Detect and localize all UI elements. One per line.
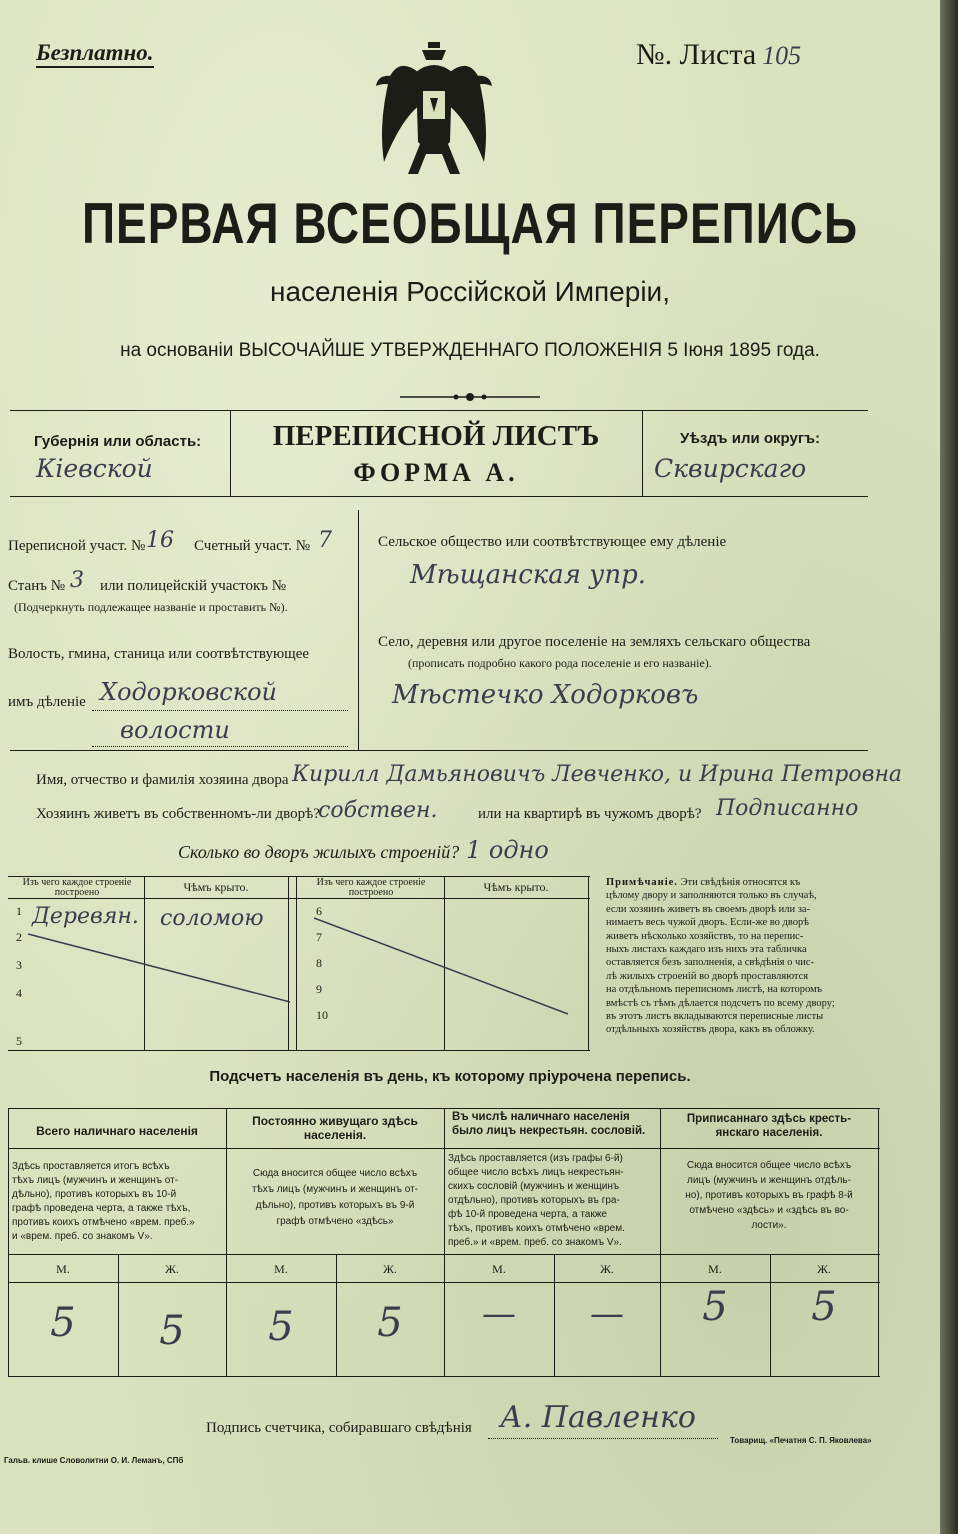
volost-value: Ходорковской [100, 678, 277, 706]
owner-lives-value: Подписанно [716, 796, 859, 821]
row-number: 2 [16, 930, 22, 944]
legal-basis: на основаніи ВЫСОЧАЙШЕ УТВЕРЖДЕННАГО ПОЛОЖЕНІЯ 5 Іюня 1895 года. [120, 340, 820, 361]
desc-line: общее число всѣхъ лицъ некрестьян- [448, 1167, 624, 1178]
note-line: въ этотъ листъ вкладываются переписные листы [606, 1011, 824, 1023]
fill-line [488, 1438, 718, 1439]
page-edge [940, 0, 958, 1534]
desc-line: дѣльно), противъ которыхъ въ 9-й [255, 1200, 415, 1211]
form-title: ФОРМА А. [353, 458, 519, 487]
rule [642, 410, 643, 496]
tally-title: Подсчетъ населенія въ день, къ которому пріурочена перепись. [209, 1068, 691, 1085]
desc-line: фѣ 10-й проведена черта, а также [448, 1209, 607, 1220]
owner-lives-value: собствен. [318, 798, 438, 823]
tally-value: — [482, 1294, 516, 1334]
double-headed-eagle-icon [372, 36, 496, 186]
signature-label: Подпись счетчика, собиравшаго свѣдѣнія [206, 1420, 472, 1436]
tally-col-header: Всего наличнаго населенія [36, 1124, 198, 1138]
note-line: на отдѣльномъ переписномъ листѣ, на которомъ [606, 984, 823, 996]
male-label: М. [492, 1262, 506, 1276]
note-line: лѣ жилыхъ строеній во дворѣ проставляются [606, 970, 809, 982]
rule [10, 496, 868, 497]
desc-line: и «врем. преб. со знакомъ V». [12, 1231, 153, 1242]
note-line: вмѣстѣ съ тѣмъ дѣлается подсчетъ по всему двору; [606, 997, 835, 1009]
tally-col-header-line: населенія. [303, 1128, 367, 1142]
main-title: ПЕРВАЯ ВСЕОБЩАЯ ПЕРЕПИСЬ [81, 190, 859, 256]
female-label: Ж. [383, 1262, 397, 1276]
village-label: Село, деревня или другое поселеніе на земляхъ сельскаго общества [378, 634, 811, 650]
desc-line: графѣ отмѣчено «здѣсь» [276, 1216, 394, 1227]
row1-material: Деревян. [32, 904, 139, 929]
row-number: 7 [316, 930, 322, 944]
rule [10, 750, 868, 751]
note-heading: Примѣчаніе. [606, 877, 678, 888]
society-value: Мѣщанская упр. [410, 560, 647, 590]
printer-imprint: Товарищ. «Печатня С. П. Яковлева» [730, 1436, 872, 1445]
desc-line: тѣхъ лицъ (мужчинъ и женщинъ от- [12, 1175, 179, 1186]
desc-line: лости». [751, 1220, 787, 1231]
village-value: Мѣстечко Ходорковъ [392, 680, 699, 710]
uezd-label: Уѣздъ или округъ: [680, 430, 821, 447]
row-number: 3 [16, 958, 22, 972]
owner-name-value: Кирилл Дамьяновичъ Левченко, и Ирина Петровна [292, 762, 903, 787]
rule [444, 1108, 445, 1376]
gubernia-label: Губернія или область: [34, 433, 202, 450]
tally-value: 5 [50, 1300, 76, 1346]
note-block [606, 876, 874, 1037]
row-number: 9 [316, 982, 322, 996]
tally-value: 5 [811, 1284, 837, 1330]
sheet-title: ПЕРЕПИСНОЙ ЛИСТЪ [272, 420, 600, 452]
tally-col-header-line: Приписаннаго здѣсь кресть- [686, 1113, 852, 1125]
tally-col-header [660, 1112, 878, 1140]
strike-lines [8, 898, 590, 1050]
signature-value: А. Павленко [500, 1400, 696, 1435]
note-line: цѣлому двору и заполняются только въ случаѣ, [606, 890, 817, 902]
tally-col-header-line: Постоянно живущаго здѣсь [252, 1114, 418, 1128]
note-line: оставляется безъ заполненія, а свѣдѣнія о чис- [606, 957, 815, 969]
desc-line: дѣльно), противъ которыхъ въ 10-й [12, 1189, 177, 1200]
row-number: 6 [316, 904, 322, 918]
desc-line: отдѣльно), противъ которыхъ въ гра- [448, 1195, 620, 1206]
desc-line: но), противъ которыхъ въ графѣ 8-й [685, 1190, 853, 1201]
tally-col-desc [448, 1152, 658, 1250]
census-area-label: Переписной участ. № [8, 538, 146, 554]
male-label: М. [274, 1262, 288, 1276]
sheet-number-label: №. Листа [636, 38, 757, 71]
fill-line [92, 746, 348, 747]
rule [8, 1050, 590, 1051]
tally-col-header-line: было лицъ некрестьян. сословій. [452, 1125, 646, 1137]
desc-line: скихъ сословій (мужчинъ и женщинъ [448, 1181, 620, 1192]
col-material-header: Изъ чего каждое строеніе построено [22, 877, 132, 898]
society-label: Сельское общество или соотвѣтствующее ему дѣленіе [378, 534, 727, 550]
col-roof-header: Чѣмъ крыто. [183, 880, 249, 894]
rule [878, 1108, 879, 1376]
desc-line: лицъ (мужчинъ и женщинъ отдѣль- [687, 1175, 851, 1186]
subtitle: населенія Россійской Имперіи, [270, 276, 670, 307]
sheet-number-value: 105 [762, 41, 802, 70]
note-line: ныхъ листахъ каждаго изъ нихъ эта табличка [606, 944, 807, 956]
row-number: 1 [16, 904, 22, 918]
count-area-label: Счетный участ. № [194, 538, 311, 554]
rule [10, 410, 868, 411]
row-number: 4 [16, 986, 22, 1000]
tally-value: 5 [377, 1300, 403, 1346]
desc-line: преб.» и «врем. преб. со знакомъ V». [448, 1237, 622, 1248]
sheet-number [636, 38, 801, 72]
owner-name-label: Имя, отчество и фамилія хозяина двора [36, 772, 289, 788]
desc-line: графѣ проведена черта, а также тѣхъ, [12, 1203, 191, 1214]
row-number: 10 [316, 1008, 328, 1022]
male-label: М. [56, 1262, 70, 1276]
printer-imprint: Гальв. клише Словолитни О. И. Леманъ, СПб [4, 1456, 184, 1465]
desc-line: Здѣсь проставляется (изъ графы 6-й) [448, 1153, 623, 1164]
ornament-divider-icon [400, 390, 540, 404]
row-number: 8 [316, 956, 322, 970]
police-label: или полицейскій участокъ № [100, 578, 287, 594]
col-material-header: Изъ чего каждое строеніе построено [316, 877, 426, 898]
female-label: Ж. [817, 1262, 831, 1276]
buildings-count-value: 1 одно [466, 836, 549, 864]
tally-col-desc [662, 1158, 876, 1233]
gubernia-value: Кіевской [36, 454, 153, 483]
row1-roof: соломою [160, 906, 264, 931]
row-number: 5 [16, 1034, 22, 1048]
note-line: если хозяинъ живетъ въ своемъ дворѣ или за- [606, 903, 811, 915]
desc-line: Сюда вносится общее число всѣхъ [252, 1168, 418, 1179]
stan-label: Станъ № [8, 578, 66, 594]
tally-col-desc [12, 1160, 224, 1244]
tally-value: — [590, 1294, 624, 1334]
desc-line: тѣхъ лицъ (мужчинъ и женщинъ от- [251, 1184, 419, 1195]
village-note: (прописать подробно какого рода поселеніе и его названіе). [408, 656, 712, 670]
note-line: отдѣльныхъ хозяйствъ двора, какъ въ обложку. [606, 1024, 815, 1036]
female-label: Ж. [600, 1262, 614, 1276]
note-line: нимаетъ весь чужой дворъ. Если-же во дворѣ [606, 917, 809, 929]
rule [358, 510, 359, 750]
uezd-value: Сквирскаго [654, 454, 807, 483]
stan-note: (Подчеркнуть подлежащее названіе и проставить №). [14, 600, 288, 614]
desc-line: противъ коихъ отмѣчено «врем. преб.» [12, 1217, 195, 1228]
owner-or-label: или на квартирѣ въ чужомъ дворѣ? [478, 806, 702, 822]
rule [8, 1376, 880, 1377]
owner-lives-label: Хозяинъ живетъ въ собственномъ-ли дворѣ? [36, 806, 320, 822]
female-label: Ж. [165, 1262, 179, 1276]
tally-value: 5 [268, 1304, 294, 1350]
buildings-count-label: Сколько во дворъ жилыхъ строеній? [178, 842, 460, 862]
desc-line: тѣхъ, противъ коихъ отмѣчено «врем. [448, 1223, 625, 1234]
tally-col-header [226, 1114, 444, 1142]
volost-label: имъ дѣленіе [8, 694, 86, 710]
tally-value: 5 [702, 1284, 728, 1330]
free-label: Безплатно. [36, 40, 154, 68]
note-line: Эти свѣдѣнія относятся къ [680, 877, 801, 888]
volost-label: Волость, гмина, станица или соотвѣтствующее [8, 646, 310, 662]
desc-line: Сюда вносится общее число всѣхъ [686, 1160, 852, 1171]
fill-line [92, 710, 348, 711]
male-label: М. [708, 1262, 722, 1276]
desc-line: Здѣсь проставляется итогъ всѣхъ [12, 1161, 170, 1172]
tally-col-header [452, 1110, 658, 1138]
desc-line: отмѣчено «здѣсь» и «здѣсь въ во- [689, 1205, 849, 1216]
stan-value: 3 [70, 568, 84, 593]
tally-col-header-line: янскаго населенія. [715, 1127, 823, 1139]
note-line: живетъ нѣсколько хозяйствъ, то на перепис- [606, 930, 804, 942]
count-area-value: 7 [318, 528, 332, 553]
col-roof-header: Чѣмъ крыто. [483, 880, 549, 894]
tally-col-desc [228, 1166, 442, 1230]
tally-value: 5 [159, 1308, 185, 1354]
volost-value: волости [120, 716, 230, 744]
rule [660, 1108, 661, 1376]
tally-col-header-line: Въ числѣ наличнаго населенія [452, 1111, 630, 1123]
census-area-value: 16 [146, 528, 174, 553]
